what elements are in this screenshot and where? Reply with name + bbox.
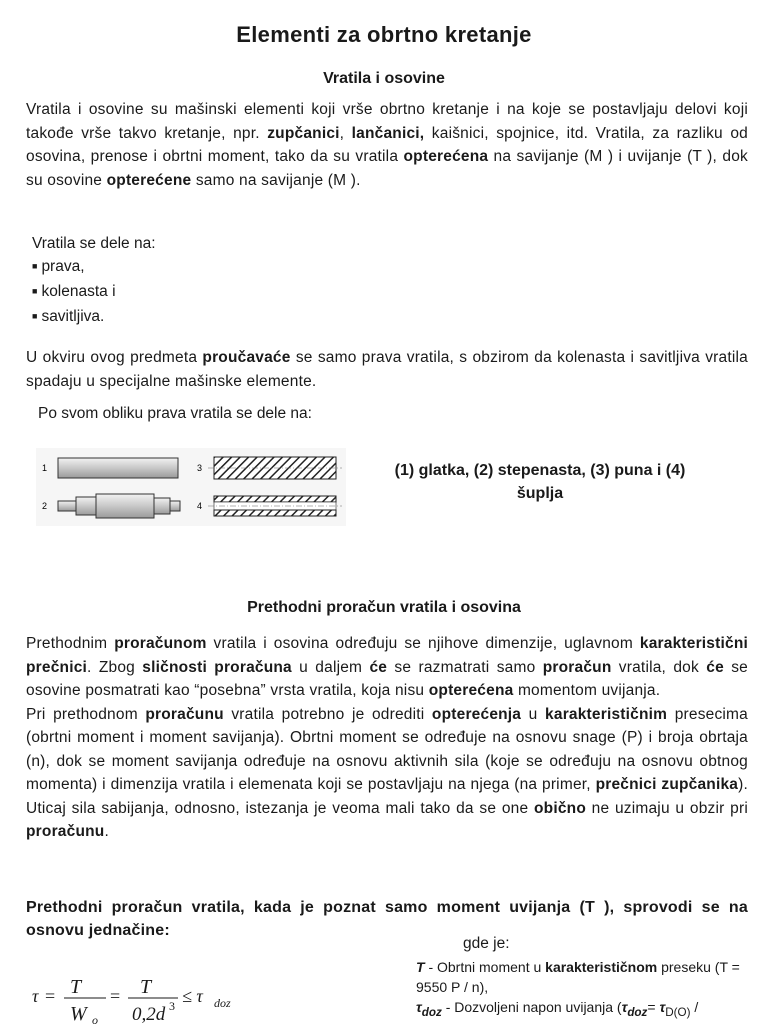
bold-term: obično [533, 799, 586, 817]
bold-term: prečnici zupčanika [595, 776, 739, 793]
text-run: se samo prava vratila, s obzirom da kolenasta i savitljiva vratila spadaju u specijalne mašinske elemente. [26, 349, 748, 390]
shaft-types-figure [36, 448, 346, 526]
text-run: ). Uticaj sila sabijanja, odnosno, istezanja je veoma mali tako da se one [26, 776, 748, 817]
svg-text:τ: τ [32, 986, 39, 1006]
text-run: presecima (obrtni moment i moment savijanja). Obrtni moment se određuje na osnovu snage (P) i broja obrtaja (n), dok se moment savijanja određuje na osnovu aktivnih sila (koje se određuju na osnovu obtnog momenta) i dimenzija vratila i elemenata koji se postavljaju na njega (na primer, [26, 705, 748, 793]
torque-calc-heading: Prethodni proračun vratila, kada je poznat samo moment uvijanja (T ), sprovodi se na osnovu jednačine: [26, 899, 748, 939]
svg-text:T: T [140, 976, 152, 998]
section-title-vratila: Vratila i osovine [323, 70, 445, 87]
text-run: u daljem [291, 658, 370, 676]
scope-paragraph [26, 346, 748, 393]
figure-caption: (1) glatka, (2) stepenasta, (3) puna i (4) šuplja [394, 462, 686, 502]
text-run: samo na savijanje (M ). [191, 171, 361, 189]
bold-term: opterećenja [431, 705, 522, 723]
svg-text:=: = [110, 986, 121, 1006]
division-heading: Vratila se dele na: [32, 235, 156, 252]
bold-term: lančanici, [351, 124, 425, 142]
bold-term: proračun [542, 658, 612, 676]
bold-term: opterećena [428, 682, 514, 699]
bold-term: proračunu [145, 705, 224, 723]
bold-term: opterećene [106, 171, 192, 189]
svg-text:doz: doz [214, 996, 231, 1010]
section-title-prethodni: Prethodni proračun vratila i osovina [247, 599, 521, 616]
division-list [32, 255, 156, 330]
bold-term: zupčanici [267, 124, 340, 142]
smooth-shaft [58, 458, 178, 478]
bold-term: će [706, 658, 724, 676]
bold-term: proračunom [114, 635, 207, 652]
formula-legend [416, 957, 751, 1023]
figure-label: 1 [42, 463, 48, 473]
bold-term: karakterističnim [545, 705, 668, 723]
text-run: na savijanje (M ) i uvijanje (T ), dok su osovine [26, 148, 748, 189]
bold-term: opterećena [403, 148, 489, 165]
svg-text:≤ τ: ≤ τ [182, 986, 203, 1006]
hollow-shaft [208, 496, 342, 516]
bold-term: sličnosti proračuna [142, 658, 292, 676]
text-run: . Zbog [87, 658, 143, 676]
text-run: Pri prethodnom [26, 705, 146, 723]
figure-label: 3 [197, 463, 203, 473]
shape-intro: Po svom obliku prava vratila se dele na: [38, 405, 312, 422]
legend-allowed-stress: $\tau_{doz}$ - Dozvoljeni napon uvijanja ($\tau_{doz}= \tau_{D(O)}$ / [416, 999, 699, 1019]
intro-paragraph [26, 98, 748, 192]
svg-text:=: = [45, 986, 56, 1006]
list-item: ■ savitljiva. [32, 305, 156, 330]
svg-text:0,2d: 0,2d [132, 1004, 166, 1024]
stress-formula [30, 968, 290, 1024]
text-run: u [521, 705, 546, 723]
where-label: gde je: [463, 935, 510, 952]
bold-term: će [369, 658, 388, 676]
text-run: vratila i osovina određuju se njihove dimenzije, uglavnom [206, 635, 640, 652]
svg-text:o: o [92, 1013, 98, 1024]
figure-label: 4 [197, 501, 203, 511]
text-run: . [104, 823, 109, 840]
text-run: Vratila i osovine su mašinski elementi koji vrše obrtno kretanje i na koje se postavljaju delovi koji takođe vrše takvo kretanje, npr. [26, 101, 748, 142]
division-list-block [32, 232, 156, 330]
text-run: vratila potrebno je odrediti [223, 705, 432, 723]
text-run: se razmatrati samo [387, 658, 543, 676]
prethodni-paragraph [26, 632, 748, 844]
list-item: ■ kolenasta i [32, 280, 156, 305]
text-run: momentom uvijanja. [513, 682, 661, 699]
text-run: vratila, dok [611, 658, 707, 676]
bold-term: proračunu [26, 823, 105, 840]
text-run: , [339, 124, 352, 142]
text-run: Prethodnim [26, 635, 115, 652]
bold-term: karakteristični prečnici [26, 635, 748, 676]
svg-text:W: W [70, 1003, 87, 1024]
text-run: kaišnici, spojnice, itd. Vratila, za razliku od osovina, prenose i obrtni moment, tako da su vratila [26, 124, 748, 165]
text-run: U okviru ovog predmeta [26, 349, 203, 366]
stepped-shaft [58, 494, 180, 518]
list-item: ■ prava, [32, 255, 156, 280]
bold-term: proučavaće [202, 349, 291, 366]
document-title: Elementi za obrtno kretanje [236, 22, 532, 47]
figure-label: 2 [42, 501, 48, 511]
svg-text:3: 3 [169, 999, 175, 1013]
legend-torque: T - Obrtni moment u karakterističnom preseku (T = 9550 P / n), [416, 959, 740, 995]
svg-text:T: T [70, 976, 82, 998]
text-run: se osovine posmatrati kao “posebna” vrsta vratila, koja nisu [26, 658, 748, 699]
text-run: ne uzimaju u obzir pri [585, 799, 748, 817]
